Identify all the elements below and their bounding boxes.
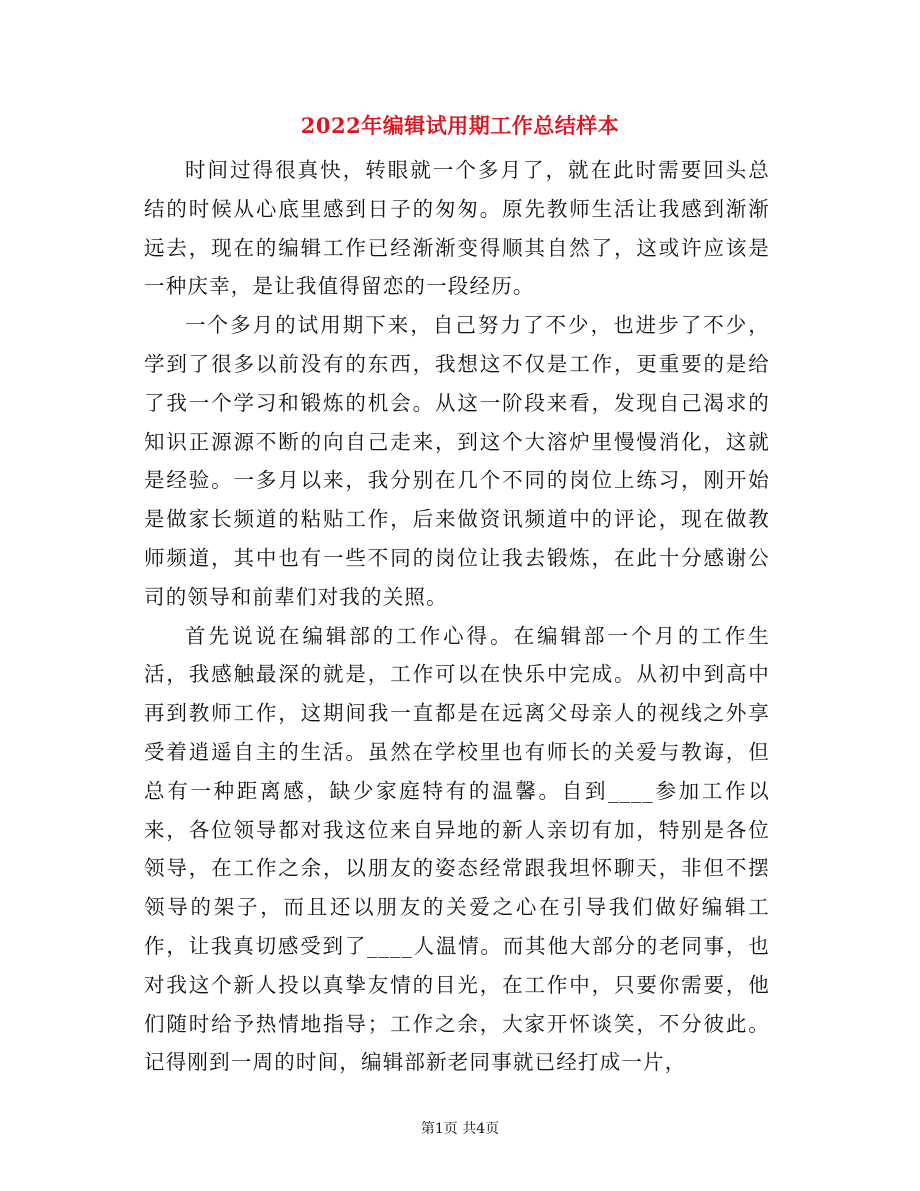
page-number: 第1页 共4页 — [420, 1121, 500, 1137]
paragraph: 时间过得很真快，转眼就一个多月了，就在此时需要回头总结的时候从心底里感到日子的匆匆。原先教师生活让我感到渐渐远去，现在的编辑工作已经渐渐变得顺其自然了，这或许应该是一种庆幸，是让我值得留恋的一段经历。 — [144, 158, 770, 299]
document-title: 2022年编辑试用期工作总结样本 — [300, 113, 620, 138]
paragraph: 一个多月的试用期下来，自己努力了不少，也进步了不少，学到了很多以前没有的东西，我想这不仅是工作，更重要的是给了我一个学习和锻炼的机会。从这一阶段来看，发现自己渴求的知识正源源不断的向自己走来，到这个大溶炉里慢慢消化，这就是经验。一多月以来，我分别在几个不同的岗位上练习，刚开始是做家长频道的粘贴工作，后来做资讯频道中的评论，现在做教师频道，其中也有一些不同的岗位让我去锻炼，在此十分感谢公司的领导和前辈们对我的关照。 — [144, 313, 770, 609]
document-body — [144, 151, 770, 1082]
paragraph: 首先说说在编辑部的工作心得。在编辑部一个月的工作生活，我感触最深的就是，工作可以在快乐中完成。从初中到高中再到教师工作，这期间我一直都是在远离父母亲人的视线之外享受着逍遥自主的生活。虽然在学校里也有师长的关爱与教诲，但总有一种距离感，缺少家庭特有的温馨。自到____参加工作以来，各位领导都对我这位来自异地的新人亲切有加，特别是各位领导，在工作之余，以朋友的姿态经常跟我坦怀聊天，非但不摆领导的架子，而且还以朋友的关爱之心在引导我们做好编辑工作，让我真切感受到了____人温情。而其他大部分的老同事，也对我这个新人投以真挚友情的目光，在工作中，只要你需要，他们随时给予热情地指导；工作之余，大家开怀谈笑，不分彼此。记得刚到一周的时间，编辑部新老同事就已经打成一片， — [144, 623, 770, 1075]
